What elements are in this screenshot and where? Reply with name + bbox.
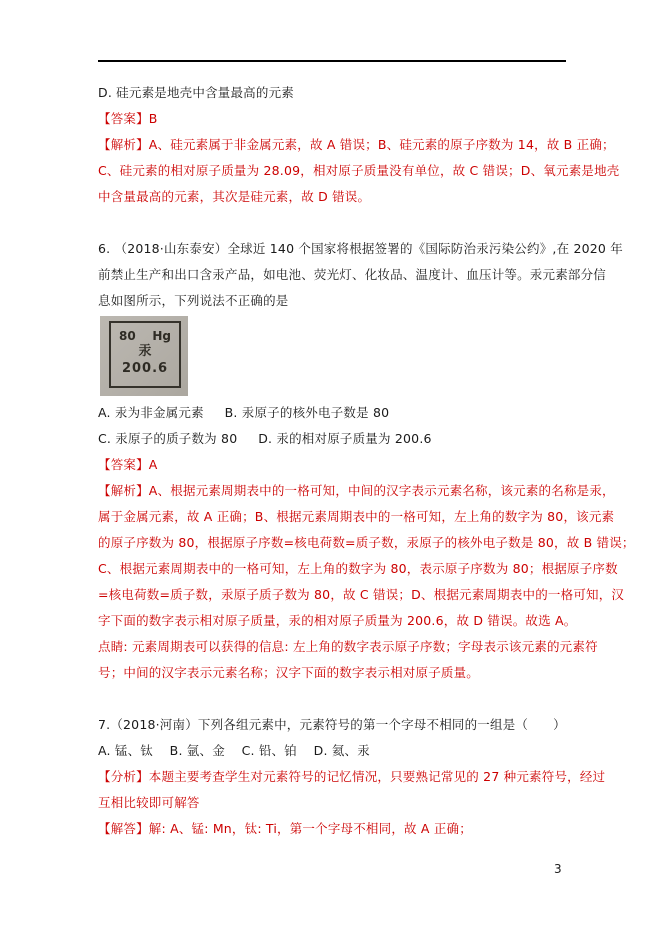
q6-analysis-line-1: 【解析】A、根据元素周期表中的一格可知，中间的汉字表示元素名称，该元素的名称是汞， — [98, 483, 615, 498]
q7-analysis-line-2: 互相比较即可解答 — [98, 795, 200, 810]
mercury-element-card-image — [100, 316, 188, 396]
q5-analysis-line-3: 中含量最高的元素，其次是硅元素，故 D 错误。 — [98, 189, 371, 204]
q6-analysis-line-2: 属于金属元素，故 A 正确；B、根据元素周期表中的一格可知，左上角的数字为 80，该元素 — [98, 509, 615, 524]
q6-question-line-1: 6. （2018·山东泰安）全球近 140 个国家将根据签署的《国际防治汞污染公约》,在 2020 年 — [98, 241, 623, 256]
q6-analysis-line-5: =核电荷数=质子数，汞原子质子数为 80，故 C 错误；D、根据元素周期表中的一格可知，汉 — [98, 587, 625, 602]
q5-analysis-line-2: C、硅元素的相对原子质量为 28.09，相对原子质量没有单位，故 C 错误；D、氧元素是地壳 — [98, 163, 620, 178]
element-name: 汞 — [138, 344, 152, 359]
q6-answer: 【答案】A — [98, 457, 158, 472]
page-number: 3 — [554, 862, 562, 876]
q7-options: A. 锰、钛 B. 氩、金 C. 铅、铂 D. 氦、汞 — [98, 743, 370, 758]
q6-options-a-b: A. 汞为非金属元素 B. 汞原子的核外电子数是 80 — [98, 405, 390, 420]
section-gap — [98, 686, 568, 712]
q6-tip-line-1: 点睛: 元素周期表可以获得的信息: 左上角的数字表示原子序数；字母表示该元素的元素符 — [98, 639, 598, 654]
document-body — [98, 80, 635, 842]
element-card-top-row — [111, 329, 179, 343]
header-rule — [98, 60, 566, 62]
q5-option-d: D. 硅元素是地壳中含量最高的元素 — [98, 85, 294, 100]
q6-options-c-d: C. 汞原子的质子数为 80 D. 汞的相对原子质量为 200.6 — [98, 431, 432, 446]
q7-question: 7.（2018·河南）下列各组元素中，元素符号的第一个字母不相同的一组是（ ） — [98, 717, 566, 732]
q6-tip-line-2: 号；中间的汉字表示元素名称；汉字下面的数字表示相对原子质量。 — [98, 665, 480, 680]
q5-answer: 【答案】B — [98, 111, 158, 126]
q7-solution: 【解答】解: A、锰: Mn，钛: Ti，第一个字母不相同，故 A 正确； — [98, 821, 472, 836]
q5-analysis-line-1: 【解析】A、硅元素属于非金属元素，故 A 错误；B、硅元素的原子序数为 14，故 B 正确； — [98, 137, 615, 152]
element-symbol: Hg — [152, 329, 171, 343]
periodic-table-cell — [109, 321, 181, 388]
q6-question-line-2: 前禁止生产和出口含汞产品，如电池、荧光灯、化妆品、温度计、血压计等。汞元素部分信 — [98, 267, 607, 282]
element-atomic-mass: 200.6 — [121, 361, 169, 376]
q6-analysis-line-3: 的原子序数为 80，根据原子序数=核电荷数=质子数，汞原子的核外电子数是 80，故 B 错误； — [98, 535, 635, 550]
q6-analysis-line-6: 字下面的数字表示相对原子质量，汞的相对原子质量为 200.6，故 D 错误。故选 A。 — [98, 613, 577, 628]
section-gap — [98, 210, 568, 236]
q6-analysis-line-4: C、根据元素周期表中的一格可知，左上角的数字为 80，表示原子序数为 80；根据原子序数 — [98, 561, 618, 576]
q7-analysis-line-1: 【分析】本题主要考查学生对元素符号的记忆情况，只要熟记常见的 27 种元素符号，经过 — [98, 769, 606, 784]
q6-question-line-3: 息如图所示，下列说法不正确的是 — [98, 293, 289, 308]
atomic-number: 80 — [119, 329, 136, 343]
